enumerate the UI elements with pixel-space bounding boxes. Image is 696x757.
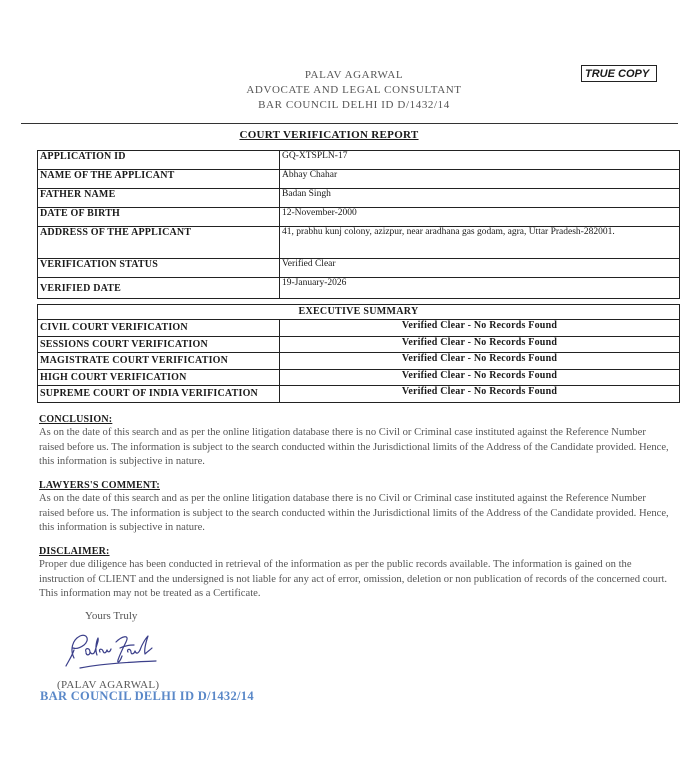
court-result: Verified Clear - No Records Found: [280, 320, 680, 337]
conclusion-heading: CONCLUSION:: [39, 414, 113, 425]
row-value: 41, prabhu kunj colony, azizpur, near aradhana gas godam, agra, Uttar Pradesh-282001.: [280, 227, 680, 259]
disclaimer-heading: DISCLAIMER:: [39, 546, 110, 557]
closing-bar-id: BAR COUNCIL DELHI ID D/1432/14: [40, 689, 254, 703]
court-label: HIGH COURT VERIFICATION: [38, 369, 280, 386]
printed-name: (PALAV AGARWAL): [57, 679, 160, 691]
table-row: [38, 227, 680, 259]
court-result: Verified Clear - No Records Found: [280, 336, 680, 353]
signature-image: [60, 628, 160, 674]
court-label: MAGISTRATE COURT VERIFICATION: [38, 353, 280, 370]
row-value: Badan Singh: [280, 189, 680, 208]
table-row: [38, 278, 680, 299]
table-row: [38, 369, 680, 386]
disclaimer-section: [39, 545, 673, 602]
court-label: CIVIL COURT VERIFICATION: [38, 320, 280, 337]
row-label: APPLICATION ID: [38, 151, 280, 170]
court-result: Verified Clear - No Records Found: [280, 369, 680, 386]
court-label: SUPREME COURT OF INDIA VERIFICATION: [38, 386, 280, 403]
executive-summary-table: [37, 304, 680, 403]
table-row: [38, 336, 680, 353]
row-value: GQ-XTSPLN-17: [280, 151, 680, 170]
table-row: [38, 208, 680, 227]
applicant-details-table: [37, 150, 680, 299]
letterhead: [0, 68, 696, 113]
row-label: DATE OF BIRTH: [38, 208, 280, 227]
court-result: Verified Clear - No Records Found: [280, 353, 680, 370]
conclusion-text: As on the date of this search and as per the online litigation database there is no Civil or Criminal case instituted against the Reference Number raised before us. The information is subject to the search conducted within the Jurisdictional limits of the Address of the Candidate provided. Hence, this information is subjective in nature.: [39, 427, 669, 468]
row-label: FATHER NAME: [38, 189, 280, 208]
row-label: ADDRESS OF THE APPLICANT: [38, 227, 280, 259]
table-header-row: [38, 305, 680, 320]
table-row: [38, 259, 680, 278]
advocate-title: ADVOCATE AND LEGAL CONSULTANT: [246, 84, 462, 96]
lawyers-comment-text: As on the date of this search and as per the online litigation database there is no Civil or Criminal case instituted against the Reference Number raised before us. The information is subject to the search conducted within the Jurisdictional limits of the Address of the Candidate provided. Hence, this information is subjective in nature.: [39, 493, 669, 534]
lawyers-comment-heading: LAWYERS'S COMMENT:: [39, 480, 160, 491]
row-label: NAME OF THE APPLICANT: [38, 170, 280, 189]
table-row: [38, 320, 680, 337]
row-value: Verified Clear: [280, 259, 680, 278]
row-value: 19-January-2026: [280, 278, 680, 299]
report-title: COURT VERIFICATION REPORT: [239, 129, 419, 141]
disclaimer-text: Proper due diligence has been conducted in retrieval of the information as per the public records available. The information is gained on the instruction of CLIENT and the undersigned is not liable for any act of error, omission, deletion or non publication of records of the concerned court. This information may not be treated as a Certificate.: [39, 559, 668, 600]
row-label: VERIFICATION STATUS: [38, 259, 280, 278]
table-row: [38, 353, 680, 370]
header-divider: [21, 123, 678, 124]
executive-summary-heading: EXECUTIVE SUMMARY: [38, 305, 680, 320]
lawyers-comment-section: [39, 479, 673, 536]
true-copy-stamp: TRUE COPY: [581, 65, 657, 82]
table-row: [38, 386, 680, 403]
row-value: Abhay Chahar: [280, 170, 680, 189]
court-label: SESSIONS COURT VERIFICATION: [38, 336, 280, 353]
table-row: [38, 170, 680, 189]
letterhead-bar-id: BAR COUNCIL DELHI ID D/1432/14: [258, 99, 450, 111]
row-label: VERIFIED DATE: [38, 278, 280, 299]
table-row: [38, 151, 680, 170]
table-row: [38, 189, 680, 208]
court-result: Verified Clear - No Records Found: [280, 386, 680, 403]
row-value: 12-November-2000: [280, 208, 680, 227]
advocate-name: PALAV AGARWAL: [304, 69, 404, 81]
conclusion-section: [39, 413, 673, 470]
closing-salutation: Yours Truly: [85, 610, 138, 622]
